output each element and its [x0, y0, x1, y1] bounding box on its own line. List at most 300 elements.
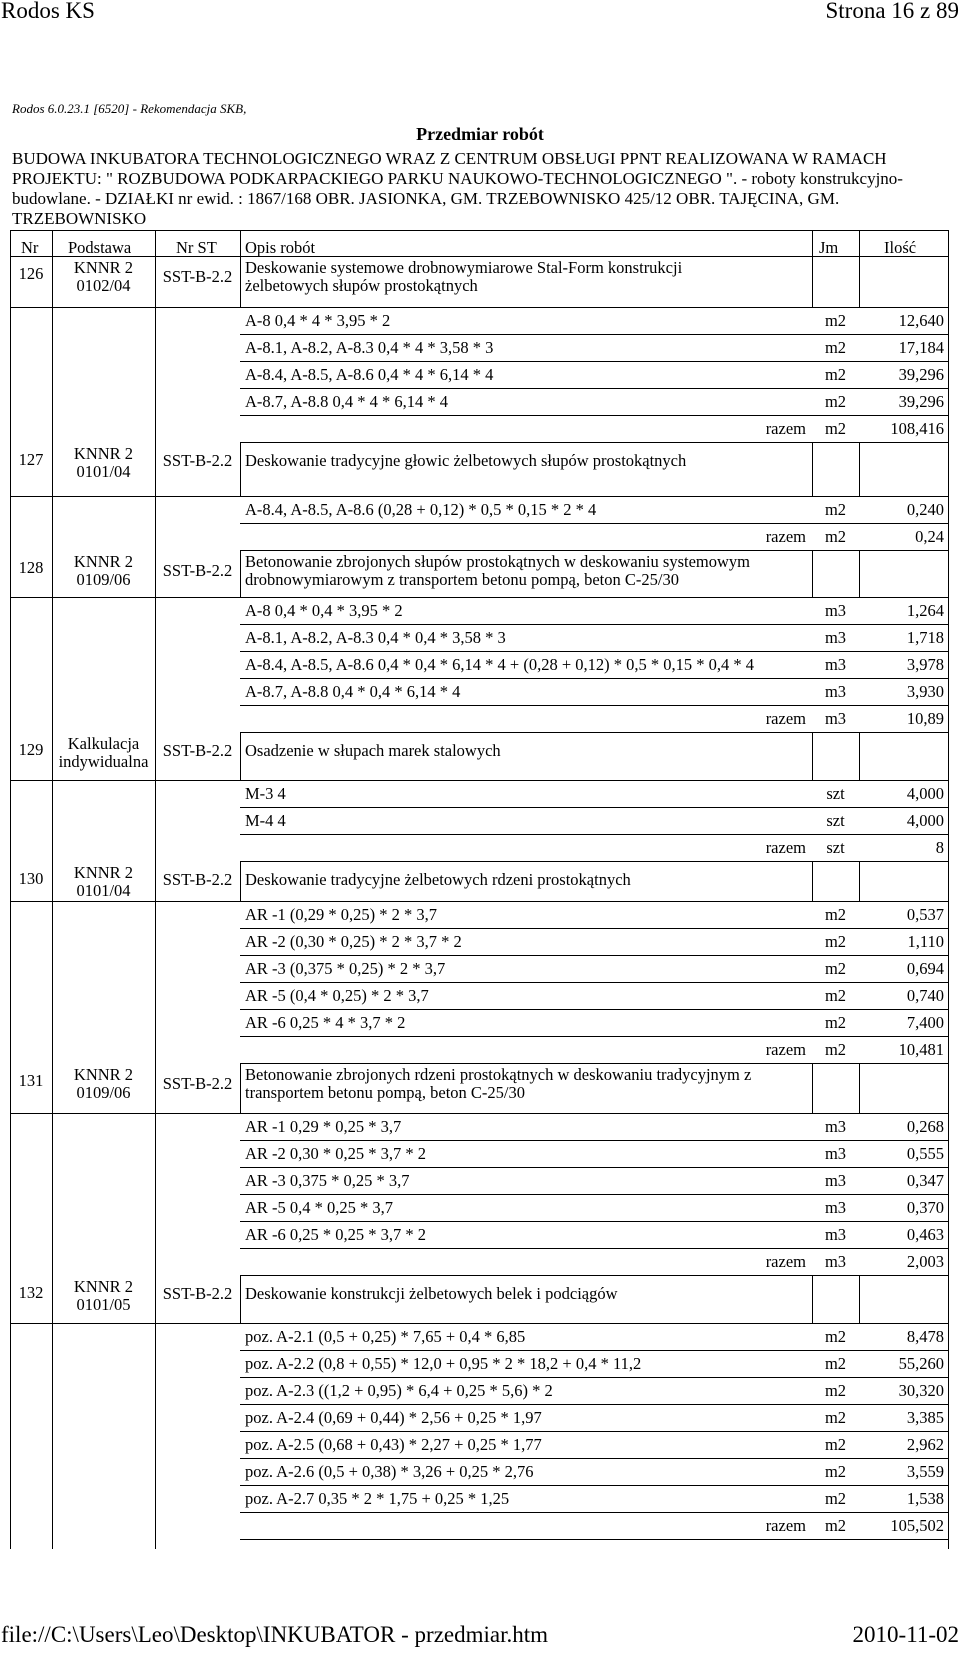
table-vertical-rule — [859, 442, 860, 496]
table-vertical-rule — [155, 1140, 156, 1167]
table-vertical-rule — [52, 982, 53, 1009]
unit: m2 — [824, 419, 847, 438]
table-horizontal-rule — [10, 230, 948, 231]
quantity: 0,694 — [906, 959, 944, 978]
table-horizontal-rule — [240, 523, 948, 524]
table-vertical-rule — [155, 1458, 156, 1485]
unit: m2 — [824, 1516, 847, 1535]
table-vertical-rule — [10, 705, 11, 732]
table-vertical-rule — [52, 1248, 53, 1275]
table-vertical-rule — [155, 1167, 156, 1194]
quantity: 105,502 — [890, 1516, 944, 1535]
table-vertical-rule — [52, 834, 53, 861]
table-vertical-rule — [155, 523, 156, 550]
table-vertical-rule — [155, 388, 156, 415]
item-description: Deskowanie tradycyjne głowic żelbetowych słupów prostokątnych — [245, 451, 687, 470]
quantity: 30,320 — [898, 1381, 944, 1400]
table-vertical-rule — [10, 651, 11, 678]
unit: m2 — [824, 1381, 847, 1400]
table-vertical-rule — [948, 1009, 949, 1036]
table-vertical-rule — [52, 901, 53, 928]
table-vertical-rule — [948, 1248, 949, 1275]
table-vertical-rule — [948, 1485, 949, 1512]
table-vertical-rule — [10, 230, 11, 256]
table-vertical-rule — [52, 1377, 53, 1404]
table-vertical-rule — [10, 1485, 11, 1512]
table-vertical-rule — [10, 955, 11, 982]
unit: m2 — [824, 1435, 847, 1454]
table-horizontal-rule — [240, 928, 948, 929]
unit: m3 — [824, 682, 847, 701]
table-horizontal-rule — [240, 1377, 948, 1378]
table-vertical-rule — [859, 1063, 860, 1113]
quantity: 1,110 — [907, 932, 944, 951]
table-vertical-rule — [859, 732, 860, 780]
table-vertical-rule — [859, 1275, 860, 1323]
razem-label: razem — [765, 419, 806, 438]
item-basis: KNNR 2 — [73, 552, 134, 571]
calc-line: A-8 0,4 * 0,4 * 3,95 * 2 — [245, 601, 403, 620]
calc-line: A-8.4, A-8.5, A-8.6 0,4 * 4 * 6,14 * 4 — [245, 365, 494, 384]
table-vertical-rule — [52, 1539, 53, 1549]
table-vertical-rule — [155, 1512, 156, 1539]
table-vertical-rule — [240, 1063, 241, 1113]
table-horizontal-rule — [240, 1140, 948, 1141]
page-footer-left: file://C:\Users\Leo\Desktop\INKUBATOR - przedmiar.htm — [1, 1622, 549, 1647]
table-horizontal-rule — [10, 307, 948, 308]
item-description: żelbetowych słupów prostokątnych — [245, 276, 478, 295]
item-basis: 0109/06 — [76, 1083, 131, 1102]
calc-line: M-4 4 — [245, 811, 286, 830]
page-footer-right: 2010-11-02 — [852, 1622, 959, 1647]
table-horizontal-rule — [240, 1063, 948, 1064]
table-horizontal-rule — [240, 550, 948, 551]
table-vertical-rule — [812, 442, 813, 496]
table-vertical-rule — [52, 624, 53, 651]
table-vertical-rule — [155, 1009, 156, 1036]
table-horizontal-rule — [240, 624, 948, 625]
table-vertical-rule — [10, 1113, 11, 1140]
item-basis: KNNR 2 — [73, 444, 134, 463]
column-header-podstawa: Podstawa — [68, 238, 132, 257]
unit: m2 — [824, 500, 847, 519]
table-horizontal-rule — [10, 1113, 948, 1114]
item-basis: 0102/04 — [76, 276, 131, 295]
table-horizontal-rule — [240, 1350, 948, 1351]
table-vertical-rule — [155, 955, 156, 982]
razem-label: razem — [765, 838, 806, 857]
table-horizontal-rule — [10, 256, 948, 257]
table-vertical-rule — [948, 1377, 949, 1404]
item-number: 126 — [18, 264, 44, 283]
table-vertical-rule — [52, 1458, 53, 1485]
item-number: 129 — [18, 740, 44, 759]
table-vertical-rule — [155, 1248, 156, 1275]
table-vertical-rule — [10, 1323, 11, 1350]
table-horizontal-rule — [240, 1036, 948, 1037]
table-vertical-rule — [52, 807, 53, 834]
table-vertical-rule — [948, 1539, 949, 1549]
calc-line: AR -1 (0,29 * 0,25) * 2 * 3,7 — [245, 905, 438, 924]
table-vertical-rule — [155, 982, 156, 1009]
table-vertical-rule — [948, 597, 949, 624]
quantity: 39,296 — [898, 365, 944, 384]
quantity: 2,003 — [906, 1252, 944, 1271]
table-vertical-rule — [10, 807, 11, 834]
razem-label: razem — [765, 527, 806, 546]
calc-line: M-3 4 — [245, 784, 286, 803]
table-vertical-rule — [155, 1221, 156, 1248]
table-vertical-rule — [52, 523, 53, 550]
unit: szt — [826, 784, 845, 803]
item-basis: indywidualna — [58, 752, 149, 771]
unit: m2 — [824, 1013, 847, 1032]
software-version: Rodos 6.0.23.1 [6520] - Rekomendacja SKB, — [12, 101, 247, 116]
unit: m3 — [824, 1144, 847, 1163]
item-basis: 0101/04 — [76, 462, 131, 481]
table-vertical-rule — [948, 928, 949, 955]
table-vertical-rule — [10, 1431, 11, 1458]
table-vertical-rule — [52, 361, 53, 388]
table-horizontal-rule — [240, 807, 948, 808]
table-vertical-rule — [948, 1167, 949, 1194]
unit: m3 — [824, 1171, 847, 1190]
unit: m2 — [824, 338, 847, 357]
calc-line: poz. A-2.4 (0,69 + 0,44) * 2,56 + 0,25 * 1,97 — [245, 1408, 542, 1427]
item-description: Betonowanie zbrojonych słupów prostokątnych w deskowaniu systemowym — [245, 552, 751, 571]
unit: m2 — [824, 1489, 847, 1508]
table-vertical-rule — [52, 1431, 53, 1458]
razem-label: razem — [765, 1252, 806, 1271]
table-horizontal-rule — [240, 1539, 948, 1540]
table-vertical-rule — [240, 550, 241, 597]
item-description: drobnowymiarowym z transportem betonu pompą, beton C-25/30 — [245, 570, 679, 589]
table-vertical-rule — [155, 624, 156, 651]
table-vertical-rule — [948, 1458, 949, 1485]
table-vertical-rule — [948, 523, 949, 550]
quantity: 0,347 — [906, 1171, 944, 1190]
table-vertical-rule — [10, 901, 11, 928]
calc-line: AR -5 (0,4 * 0,25) * 2 * 3,7 — [245, 986, 429, 1005]
table-vertical-rule — [948, 334, 949, 361]
table-vertical-rule — [948, 901, 949, 928]
table-vertical-rule — [10, 1140, 11, 1167]
table-vertical-rule — [948, 780, 949, 807]
table-horizontal-rule — [240, 678, 948, 679]
unit: m3 — [824, 1117, 847, 1136]
table-vertical-rule — [10, 780, 11, 807]
table-vertical-rule — [948, 1113, 949, 1140]
item-spec-code: SST-B-2.2 — [162, 741, 233, 760]
table-vertical-rule — [155, 496, 156, 523]
calc-line: poz. A-2.3 ((1,2 + 0,95) * 6,4 + 0,25 * 5,6) * 2 — [245, 1381, 553, 1400]
item-number: 128 — [18, 558, 44, 577]
table-vertical-rule — [812, 230, 813, 256]
table-horizontal-rule — [240, 705, 948, 706]
table-vertical-rule — [10, 678, 11, 705]
table-horizontal-rule — [240, 334, 948, 335]
item-spec-code: SST-B-2.2 — [162, 267, 233, 286]
item-number: 130 — [18, 869, 44, 888]
table-vertical-rule — [155, 651, 156, 678]
table-horizontal-rule — [240, 1485, 948, 1486]
unit: m2 — [824, 905, 847, 924]
table-vertical-rule — [948, 415, 949, 442]
quantity: 8,478 — [906, 1327, 944, 1346]
table-vertical-rule — [948, 955, 949, 982]
razem-label: razem — [765, 1516, 806, 1535]
table-vertical-rule — [155, 1194, 156, 1221]
table-horizontal-rule — [240, 388, 948, 389]
unit: m3 — [824, 601, 847, 620]
item-basis: Kalkulacja — [67, 734, 140, 753]
table-vertical-rule — [812, 256, 813, 307]
quantity: 108,416 — [890, 419, 944, 438]
quantity: 4,000 — [906, 811, 944, 830]
table-vertical-rule — [948, 550, 949, 597]
table-vertical-rule — [52, 1036, 53, 1063]
table-vertical-rule — [10, 415, 11, 442]
table-vertical-rule — [10, 834, 11, 861]
table-vertical-rule — [948, 1275, 949, 1323]
table-vertical-rule — [155, 834, 156, 861]
item-description: Osadzenie w słupach marek stalowych — [245, 741, 501, 760]
table-horizontal-rule — [240, 1194, 948, 1195]
table-horizontal-rule — [240, 1248, 948, 1249]
calc-line: poz. A-2.6 (0,5 + 0,38) * 3,26 + 0,25 * 2,76 — [245, 1462, 534, 1481]
unit: m2 — [824, 392, 847, 411]
table-vertical-rule — [240, 861, 241, 901]
table-vertical-rule — [10, 1350, 11, 1377]
table-vertical-rule — [10, 928, 11, 955]
unit: m2 — [824, 986, 847, 1005]
column-header-ilosc: Ilość — [884, 238, 917, 257]
table-vertical-rule — [155, 361, 156, 388]
table-vertical-rule — [52, 388, 53, 415]
table-vertical-rule — [948, 442, 949, 496]
quantity: 3,930 — [906, 682, 944, 701]
column-header-nr: Nr — [21, 238, 39, 257]
calc-line: A-8.4, A-8.5, A-8.6 0,4 * 0,4 * 6,14 * 4 + (0,28 + 0,12) * 0,5 * 0,15 * 0,4 * 4 — [245, 655, 755, 674]
table-vertical-rule — [155, 230, 156, 256]
table-vertical-rule — [948, 861, 949, 901]
table-vertical-rule — [948, 1194, 949, 1221]
table-vertical-rule — [10, 1036, 11, 1063]
unit: m2 — [824, 1462, 847, 1481]
quantity: 1,718 — [906, 628, 944, 647]
table-vertical-rule — [155, 415, 156, 442]
table-horizontal-rule — [240, 1275, 948, 1276]
table-vertical-rule — [155, 1350, 156, 1377]
calc-line: poz. A-2.5 (0,68 + 0,43) * 2,27 + 0,25 * 1,77 — [245, 1435, 542, 1454]
calc-line: A-8.7, A-8.8 0,4 * 0,4 * 6,14 * 4 — [245, 682, 461, 701]
table-vertical-rule — [52, 1194, 53, 1221]
calc-line: A-8 0,4 * 4 * 3,95 * 2 — [245, 311, 391, 330]
unit: szt — [826, 811, 845, 830]
quantity: 55,260 — [898, 1354, 944, 1373]
table-vertical-rule — [10, 1167, 11, 1194]
table-horizontal-rule — [240, 415, 948, 416]
table-vertical-rule — [52, 1167, 53, 1194]
item-spec-code: SST-B-2.2 — [162, 561, 233, 580]
quantity: 0,537 — [906, 905, 944, 924]
item-basis: 0101/05 — [76, 1295, 131, 1314]
table-vertical-rule — [155, 1377, 156, 1404]
table-vertical-rule — [10, 388, 11, 415]
unit: m2 — [824, 1354, 847, 1373]
quantity: 7,400 — [906, 1013, 944, 1032]
unit: m2 — [824, 365, 847, 384]
table-horizontal-rule — [10, 597, 948, 598]
table-vertical-rule — [948, 1140, 949, 1167]
calc-line: AR -1 0,29 * 0,25 * 3,7 — [245, 1117, 402, 1136]
table-vertical-rule — [948, 496, 949, 523]
table-vertical-rule — [240, 1275, 241, 1323]
item-basis: KNNR 2 — [73, 1277, 134, 1296]
table-vertical-rule — [10, 1377, 11, 1404]
table-vertical-rule — [155, 597, 156, 624]
table-vertical-rule — [10, 361, 11, 388]
quantity: 2,962 — [906, 1435, 944, 1454]
quantity: 1,264 — [906, 601, 944, 620]
table-vertical-rule — [10, 1009, 11, 1036]
table-horizontal-rule — [240, 1009, 948, 1010]
table-vertical-rule — [948, 388, 949, 415]
table-vertical-rule — [52, 1140, 53, 1167]
item-number: 132 — [18, 1283, 44, 1302]
table-vertical-rule — [52, 955, 53, 982]
quantity: 1,538 — [906, 1489, 944, 1508]
quantity: 10,481 — [898, 1040, 944, 1059]
table-vertical-rule — [52, 1512, 53, 1539]
column-header-nr-st: Nr ST — [176, 238, 217, 257]
quantity: 3,385 — [906, 1408, 944, 1427]
quantity: 8 — [935, 838, 944, 857]
table-vertical-rule — [52, 705, 53, 732]
item-spec-code: SST-B-2.2 — [162, 870, 233, 889]
unit: m3 — [824, 709, 847, 728]
table-vertical-rule — [240, 256, 241, 307]
calc-line: poz. A-2.1 (0,5 + 0,25) * 7,65 + 0,4 * 6,85 — [245, 1327, 526, 1346]
column-header-opis: Opis robót — [245, 238, 316, 257]
quantity: 0,268 — [906, 1117, 944, 1136]
item-description: Deskowanie konstrukcji żelbetowych belek i podciągów — [245, 1284, 618, 1303]
calc-line: AR -3 0,375 * 0,25 * 3,7 — [245, 1171, 410, 1190]
table-vertical-rule — [812, 550, 813, 597]
table-vertical-rule — [10, 624, 11, 651]
table-vertical-rule — [948, 732, 949, 780]
table-vertical-rule — [948, 256, 949, 307]
quantity: 3,559 — [906, 1462, 944, 1481]
table-vertical-rule — [10, 1221, 11, 1248]
table-vertical-rule — [52, 1221, 53, 1248]
item-number: 127 — [18, 450, 44, 469]
item-basis: 0109/06 — [76, 570, 131, 589]
unit: m2 — [824, 1040, 847, 1059]
table-horizontal-rule — [240, 732, 948, 733]
quantity: 0,370 — [906, 1198, 944, 1217]
table-horizontal-rule — [240, 982, 948, 983]
table-horizontal-rule — [240, 442, 948, 443]
item-description: transportem betonu pompą, beton C-25/30 — [245, 1083, 525, 1102]
item-number: 131 — [18, 1071, 44, 1090]
table-vertical-rule — [52, 307, 53, 334]
table-horizontal-rule — [240, 1512, 948, 1513]
quantity: 3,978 — [906, 655, 944, 674]
table-vertical-rule — [812, 732, 813, 780]
table-vertical-rule — [52, 415, 53, 442]
item-basis: 0101/04 — [76, 881, 131, 900]
table-vertical-rule — [155, 1539, 156, 1549]
item-spec-code: SST-B-2.2 — [162, 451, 233, 470]
table-vertical-rule — [240, 230, 241, 256]
table-vertical-rule — [10, 1248, 11, 1275]
table-vertical-rule — [948, 1063, 949, 1113]
table-vertical-rule — [155, 807, 156, 834]
calc-line: A-8.4, A-8.5, A-8.6 (0,28 + 0,12) * 0,5 * 0,15 * 2 * 4 — [245, 500, 597, 519]
calc-line: poz. A-2.2 (0,8 + 0,55) * 12,0 + 0,95 * 2 * 18,2 + 0,4 * 11,2 — [245, 1354, 642, 1373]
table-vertical-rule — [859, 256, 860, 307]
table-vertical-rule — [52, 780, 53, 807]
quantity: 39,296 — [898, 392, 944, 411]
table-vertical-rule — [812, 861, 813, 901]
calc-line: AR -5 0,4 * 0,25 * 3,7 — [245, 1198, 394, 1217]
table-vertical-rule — [10, 982, 11, 1009]
table-vertical-rule — [10, 307, 11, 334]
calc-line: A-8.1, A-8.2, A-8.3 0,4 * 4 * 3,58 * 3 — [245, 338, 494, 357]
table-vertical-rule — [155, 1431, 156, 1458]
unit: m2 — [824, 1408, 847, 1427]
table-vertical-rule — [52, 651, 53, 678]
table-vertical-rule — [10, 496, 11, 523]
unit: szt — [826, 838, 845, 857]
table-vertical-rule — [948, 678, 949, 705]
table-horizontal-rule — [240, 861, 948, 862]
table-vertical-rule — [52, 334, 53, 361]
column-header-jm: Jm — [819, 238, 839, 257]
item-description: Deskowanie systemowe drobnowymiarowe Stal-Form konstrukcji — [245, 258, 683, 277]
table-vertical-rule — [52, 1113, 53, 1140]
table-vertical-rule — [948, 651, 949, 678]
item-description: Deskowanie tradycyjne żelbetowych rdzeni prostokątnych — [245, 870, 631, 889]
table-horizontal-rule — [10, 496, 948, 497]
table-vertical-rule — [10, 1512, 11, 1539]
table-vertical-rule — [10, 523, 11, 550]
table-vertical-rule — [948, 807, 949, 834]
table-horizontal-rule — [240, 1431, 948, 1432]
quantity: 0,24 — [915, 527, 944, 546]
table-horizontal-rule — [240, 1458, 948, 1459]
table-vertical-rule — [52, 1350, 53, 1377]
quantity: 17,184 — [898, 338, 944, 357]
table-vertical-rule — [155, 1036, 156, 1063]
quantity: 10,89 — [906, 709, 944, 728]
table-vertical-rule — [155, 1113, 156, 1140]
table-vertical-rule — [155, 901, 156, 928]
unit: m3 — [824, 1225, 847, 1244]
table-vertical-rule — [948, 1221, 949, 1248]
item-description: Betonowanie zbrojonych rdzeni prostokątnych w deskowaniu tradycyjnym z — [245, 1065, 752, 1084]
table-vertical-rule — [10, 1194, 11, 1221]
table-horizontal-rule — [10, 780, 948, 781]
item-basis: KNNR 2 — [73, 1065, 134, 1084]
unit: m3 — [824, 1252, 847, 1271]
quantity: 4,000 — [906, 784, 944, 803]
calc-line: A-8.1, A-8.2, A-8.3 0,4 * 0,4 * 3,58 * 3 — [245, 628, 506, 647]
table-vertical-rule — [240, 732, 241, 780]
table-vertical-rule — [155, 1404, 156, 1431]
table-vertical-rule — [948, 1404, 949, 1431]
